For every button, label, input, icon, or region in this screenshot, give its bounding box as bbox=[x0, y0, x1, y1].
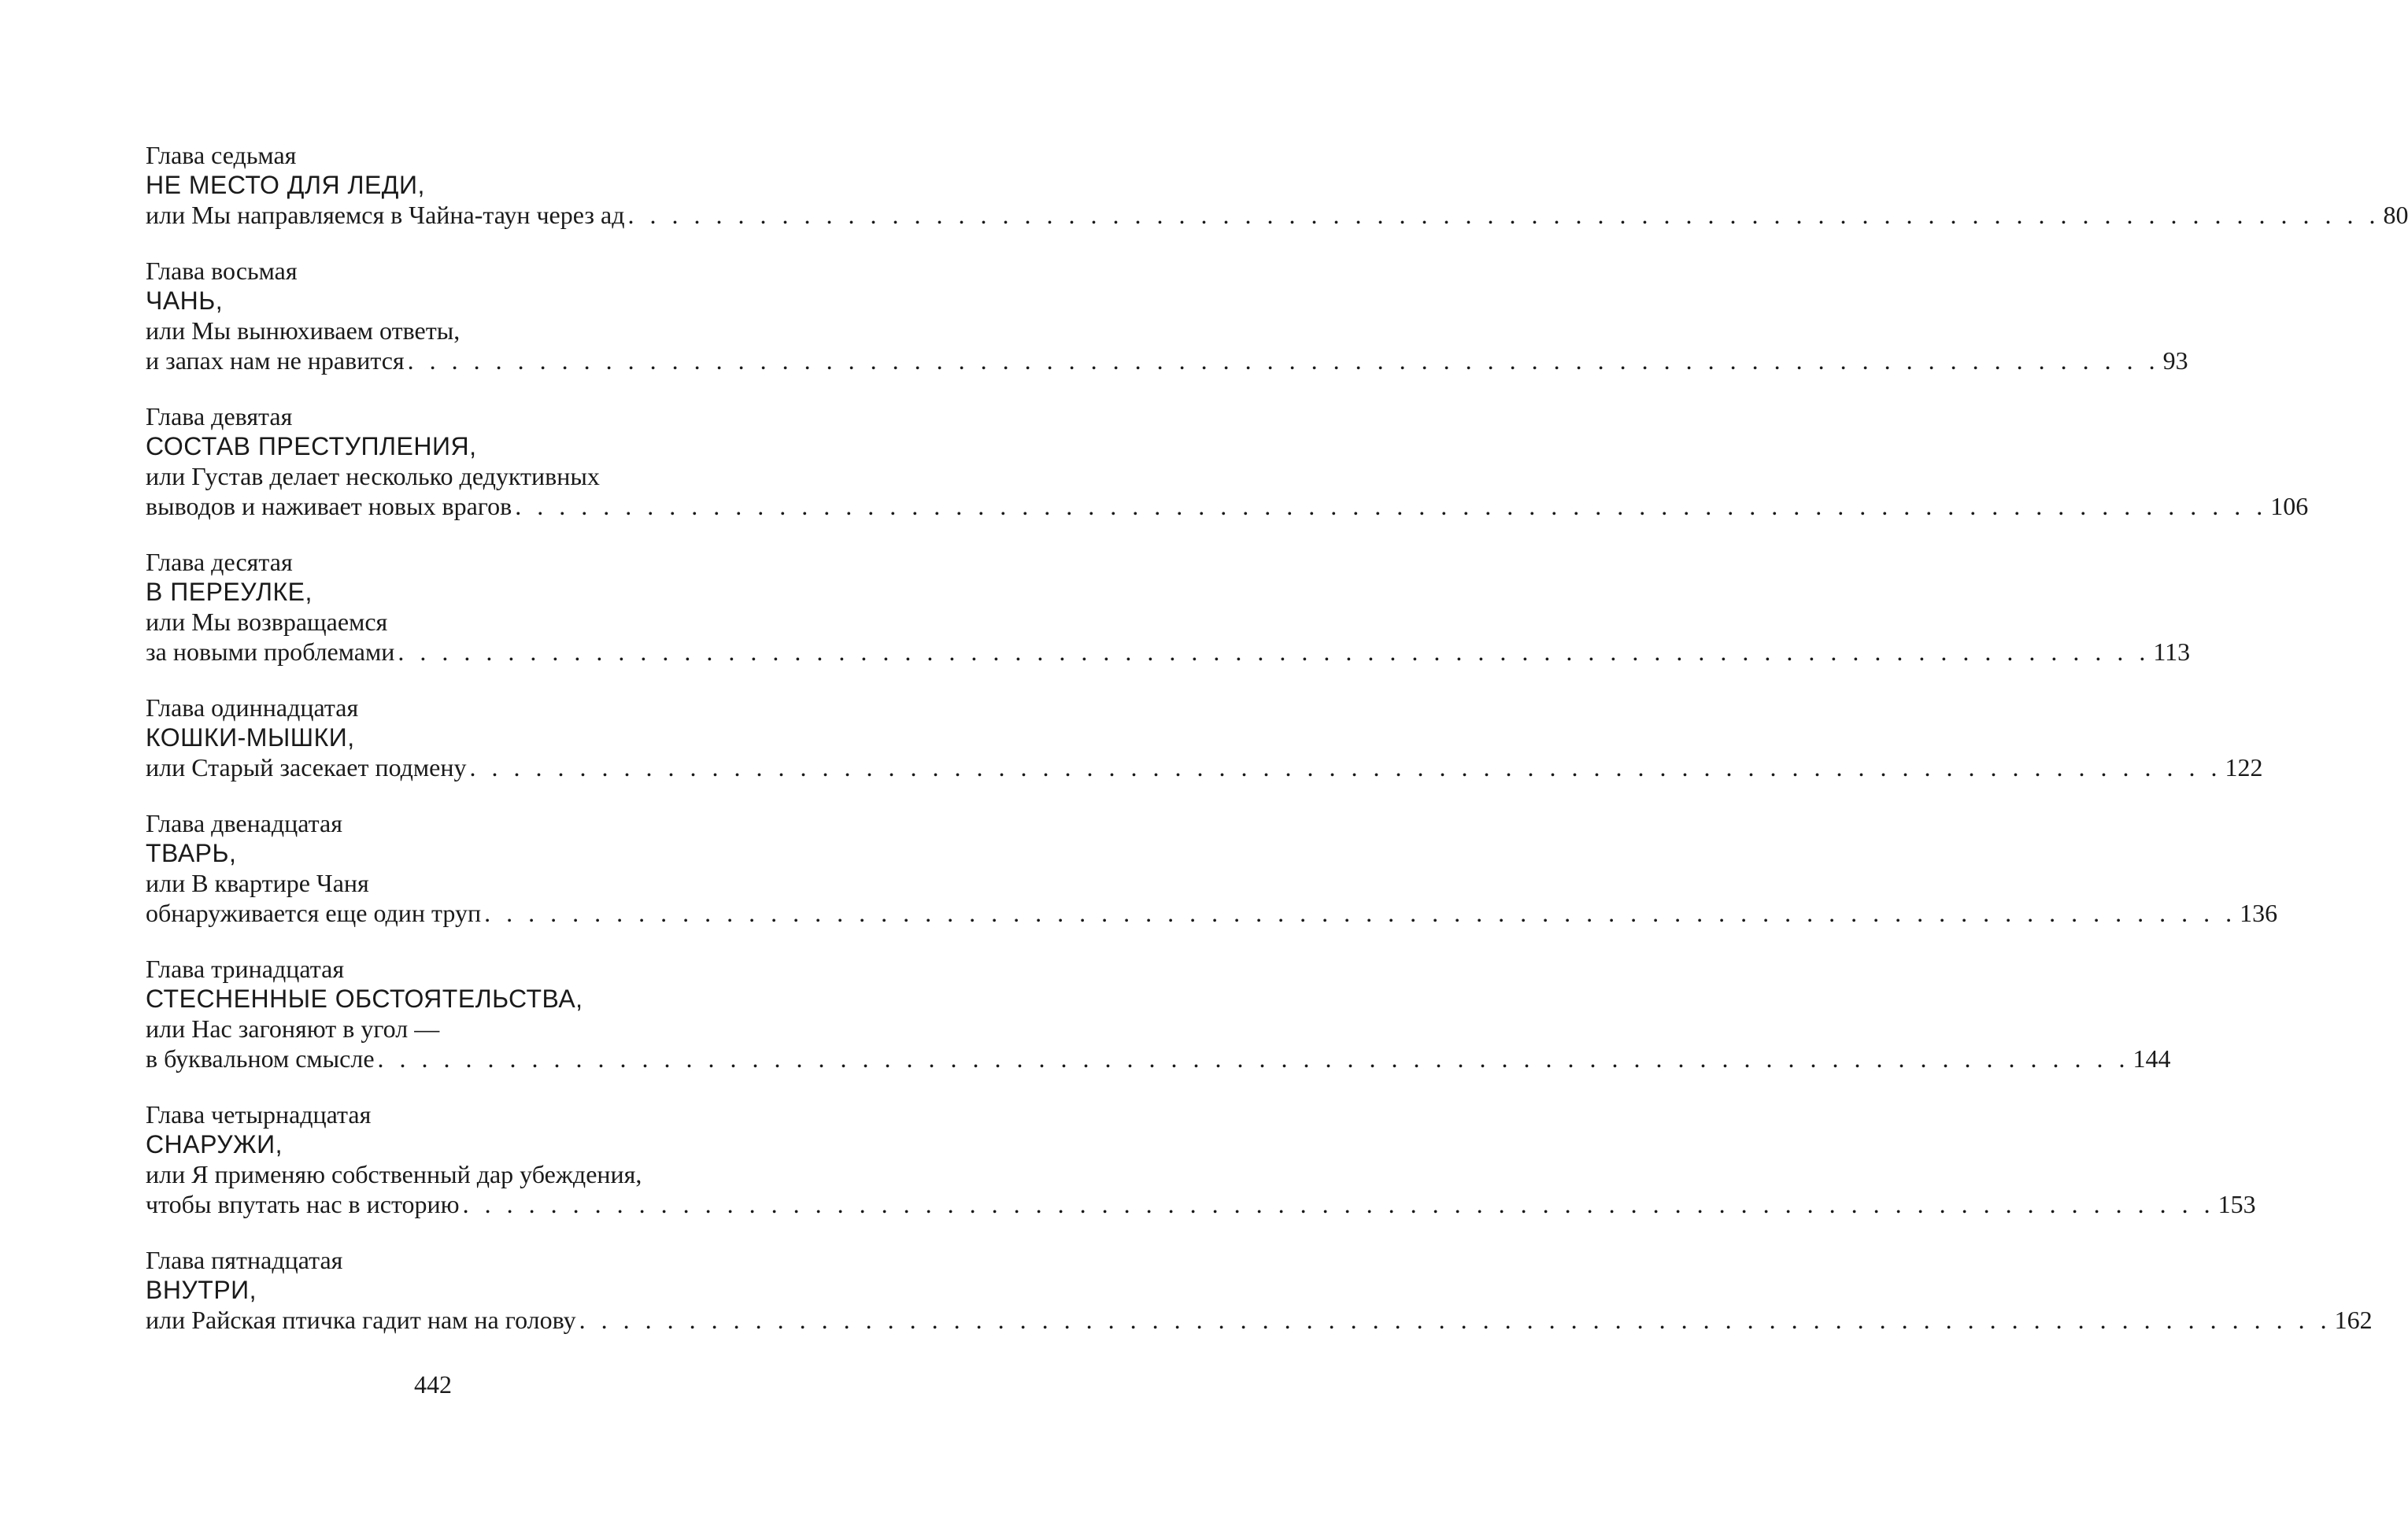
chapter-page-number: 136 bbox=[2240, 899, 2278, 927]
chapter-page-number: 113 bbox=[2153, 637, 2191, 666]
chapter-page-number: 106 bbox=[2270, 492, 2309, 520]
chapter-subtitle-text: в буквальном смысле bbox=[146, 1044, 375, 1073]
chapter-subtitle-line: или Мы возвращаемся bbox=[146, 608, 388, 636]
chapter-subtitle-text: или Райская птичка гадит нам на голову bbox=[146, 1306, 576, 1334]
chapter-number: Глава восьмая bbox=[146, 257, 298, 285]
chapter-number: Глава седьмая bbox=[146, 141, 297, 169]
chapter-subtitle-last-line bbox=[146, 752, 2263, 782]
chapter-page-number: 122 bbox=[2225, 753, 2263, 782]
chapter-subtitle-line: или Мы вынюхиваем ответы, bbox=[146, 316, 461, 345]
chapter-number: Глава одиннадцатая bbox=[146, 693, 359, 722]
chapter-title: ТВАРЬ, bbox=[146, 839, 237, 867]
chapter-subtitle-text: или Старый засекает подмену bbox=[146, 753, 467, 782]
chapter-subtitle-line: или Я применяю собственный дар убеждения, bbox=[146, 1160, 642, 1188]
chapter-number: Глава пятнадцатая bbox=[146, 1246, 343, 1274]
chapter-page-number: 162 bbox=[2334, 1306, 2373, 1334]
toc-entry bbox=[146, 547, 2191, 667]
chapter-page-number: 80 bbox=[2383, 201, 2408, 229]
table-of-contents bbox=[146, 140, 2408, 1361]
toc-entry bbox=[146, 1099, 2256, 1219]
chapter-title: СТЕСНЕННЫЕ ОБСТОЯТЕЛЬСТВА, bbox=[146, 985, 583, 1013]
chapter-number: Глава двенадцатая bbox=[146, 809, 342, 837]
chapter-title: СОСТАВ ПРЕСТУПЛЕНИЯ, bbox=[146, 432, 477, 460]
chapter-page-number: 144 bbox=[2132, 1044, 2171, 1073]
toc-entry bbox=[146, 256, 2188, 375]
dot-leader: . . . . . . . . . . . . . . . . . . . . . . . . . . . . . . . . . . . . . . . . . . . . . . . . . . . . . . . . . . . . . . . . . . . . . . . . . . . . . . . . bbox=[579, 1306, 2332, 1334]
chapter-number: Глава четырнадцатая bbox=[146, 1100, 372, 1129]
dot-leader: . . . . . . . . . . . . . . . . . . . . . . . . . . . . . . . . . . . . . . . . . . . . . . . . . . . . . . . . . . . . . . . . . . . . . . . . . . . . . . . . bbox=[469, 753, 2222, 782]
chapter-title: ЧАНЬ, bbox=[146, 286, 224, 315]
chapter-subtitle-text: обнаруживается еще один труп bbox=[146, 899, 482, 927]
chapter-page-number: 153 bbox=[2218, 1190, 2256, 1218]
chapter-subtitle-last-line bbox=[146, 1305, 2373, 1335]
chapter-subtitle-text: или Мы направляемся в Чайна-таун через ад bbox=[146, 201, 625, 229]
dot-leader: . . . . . . . . . . . . . . . . . . . . . . . . . . . . . . . . . . . . . . . . . . . . . . . . . . . . . . . . . . . . . . . . . . . . . . . . . . . . . . . . bbox=[407, 346, 2160, 375]
page-number: 442 bbox=[414, 1370, 452, 1399]
chapter-number: Глава девятая bbox=[146, 402, 293, 430]
chapter-subtitle-text: и запах нам не нравится bbox=[146, 346, 405, 375]
chapter-subtitle-text: за новыми проблемами bbox=[146, 637, 395, 666]
toc-entry bbox=[146, 1245, 2373, 1335]
chapter-subtitle-last-line bbox=[146, 637, 2191, 667]
dot-leader: . . . . . . . . . . . . . . . . . . . . . . . . . . . . . . . . . . . . . . . . . . . . . . . . . . . . . . . . . . . . . . . . . . . . . . . . . . . . . . . . bbox=[515, 492, 2268, 520]
chapter-subtitle-text: чтобы впутать нас в историю bbox=[146, 1190, 460, 1218]
chapter-title: ВНУТРИ, bbox=[146, 1276, 257, 1304]
toc-entry bbox=[146, 401, 2309, 521]
chapter-subtitle-text: выводов и наживает новых врагов bbox=[146, 492, 512, 520]
dot-leader: . . . . . . . . . . . . . . . . . . . . . . . . . . . . . . . . . . . . . . . . . . . . . . . . . . . . . . . . . . . . . . . . . . . . . . . . . . . . . . . . bbox=[484, 899, 2237, 927]
chapter-number: Глава десятая bbox=[146, 548, 293, 576]
chapter-subtitle-last-line bbox=[146, 491, 2309, 521]
chapter-subtitle-line: или В квартире Чаня bbox=[146, 869, 369, 897]
chapter-subtitle-last-line bbox=[146, 898, 2278, 928]
chapter-title: СНАРУЖИ, bbox=[146, 1130, 283, 1158]
chapter-page-number: 93 bbox=[2162, 346, 2188, 375]
chapter-subtitle-last-line bbox=[146, 1044, 2171, 1073]
dot-leader: . . . . . . . . . . . . . . . . . . . . . . . . . . . . . . . . . . . . . . . . . . . . . . . . . . . . . . . . . . . . . . . . . . . . . . . . . . . . . . . . bbox=[627, 201, 2380, 229]
toc-entry bbox=[146, 954, 2171, 1073]
toc-entry bbox=[146, 808, 2278, 928]
chapter-subtitle-last-line bbox=[146, 200, 2408, 230]
toc-entry bbox=[146, 140, 2408, 230]
chapter-title: КОШКИ-МЫШКИ, bbox=[146, 723, 355, 752]
chapter-title: В ПЕРЕУЛКЕ, bbox=[146, 578, 313, 606]
chapter-title: НЕ МЕСТО ДЛЯ ЛЕДИ, bbox=[146, 171, 425, 199]
chapter-subtitle-line: или Нас загоняют в угол — bbox=[146, 1014, 440, 1043]
dot-leader: . . . . . . . . . . . . . . . . . . . . . . . . . . . . . . . . . . . . . . . . . . . . . . . . . . . . . . . . . . . . . . . . . . . . . . . . . . . . . . . . bbox=[377, 1044, 2130, 1073]
chapter-subtitle-last-line bbox=[146, 1189, 2256, 1219]
chapter-number: Глава тринадцатая bbox=[146, 955, 345, 983]
toc-entry bbox=[146, 693, 2263, 782]
dot-leader: . . . . . . . . . . . . . . . . . . . . . . . . . . . . . . . . . . . . . . . . . . . . . . . . . . . . . . . . . . . . . . . . . . . . . . . . . . . . . . . . bbox=[398, 637, 2151, 666]
dot-leader: . . . . . . . . . . . . . . . . . . . . . . . . . . . . . . . . . . . . . . . . . . . . . . . . . . . . . . . . . . . . . . . . . . . . . . . . . . . . . . . . bbox=[462, 1190, 2215, 1218]
chapter-subtitle-line: или Густав делает несколько дедуктивных bbox=[146, 462, 600, 490]
chapter-subtitle-last-line bbox=[146, 345, 2188, 375]
